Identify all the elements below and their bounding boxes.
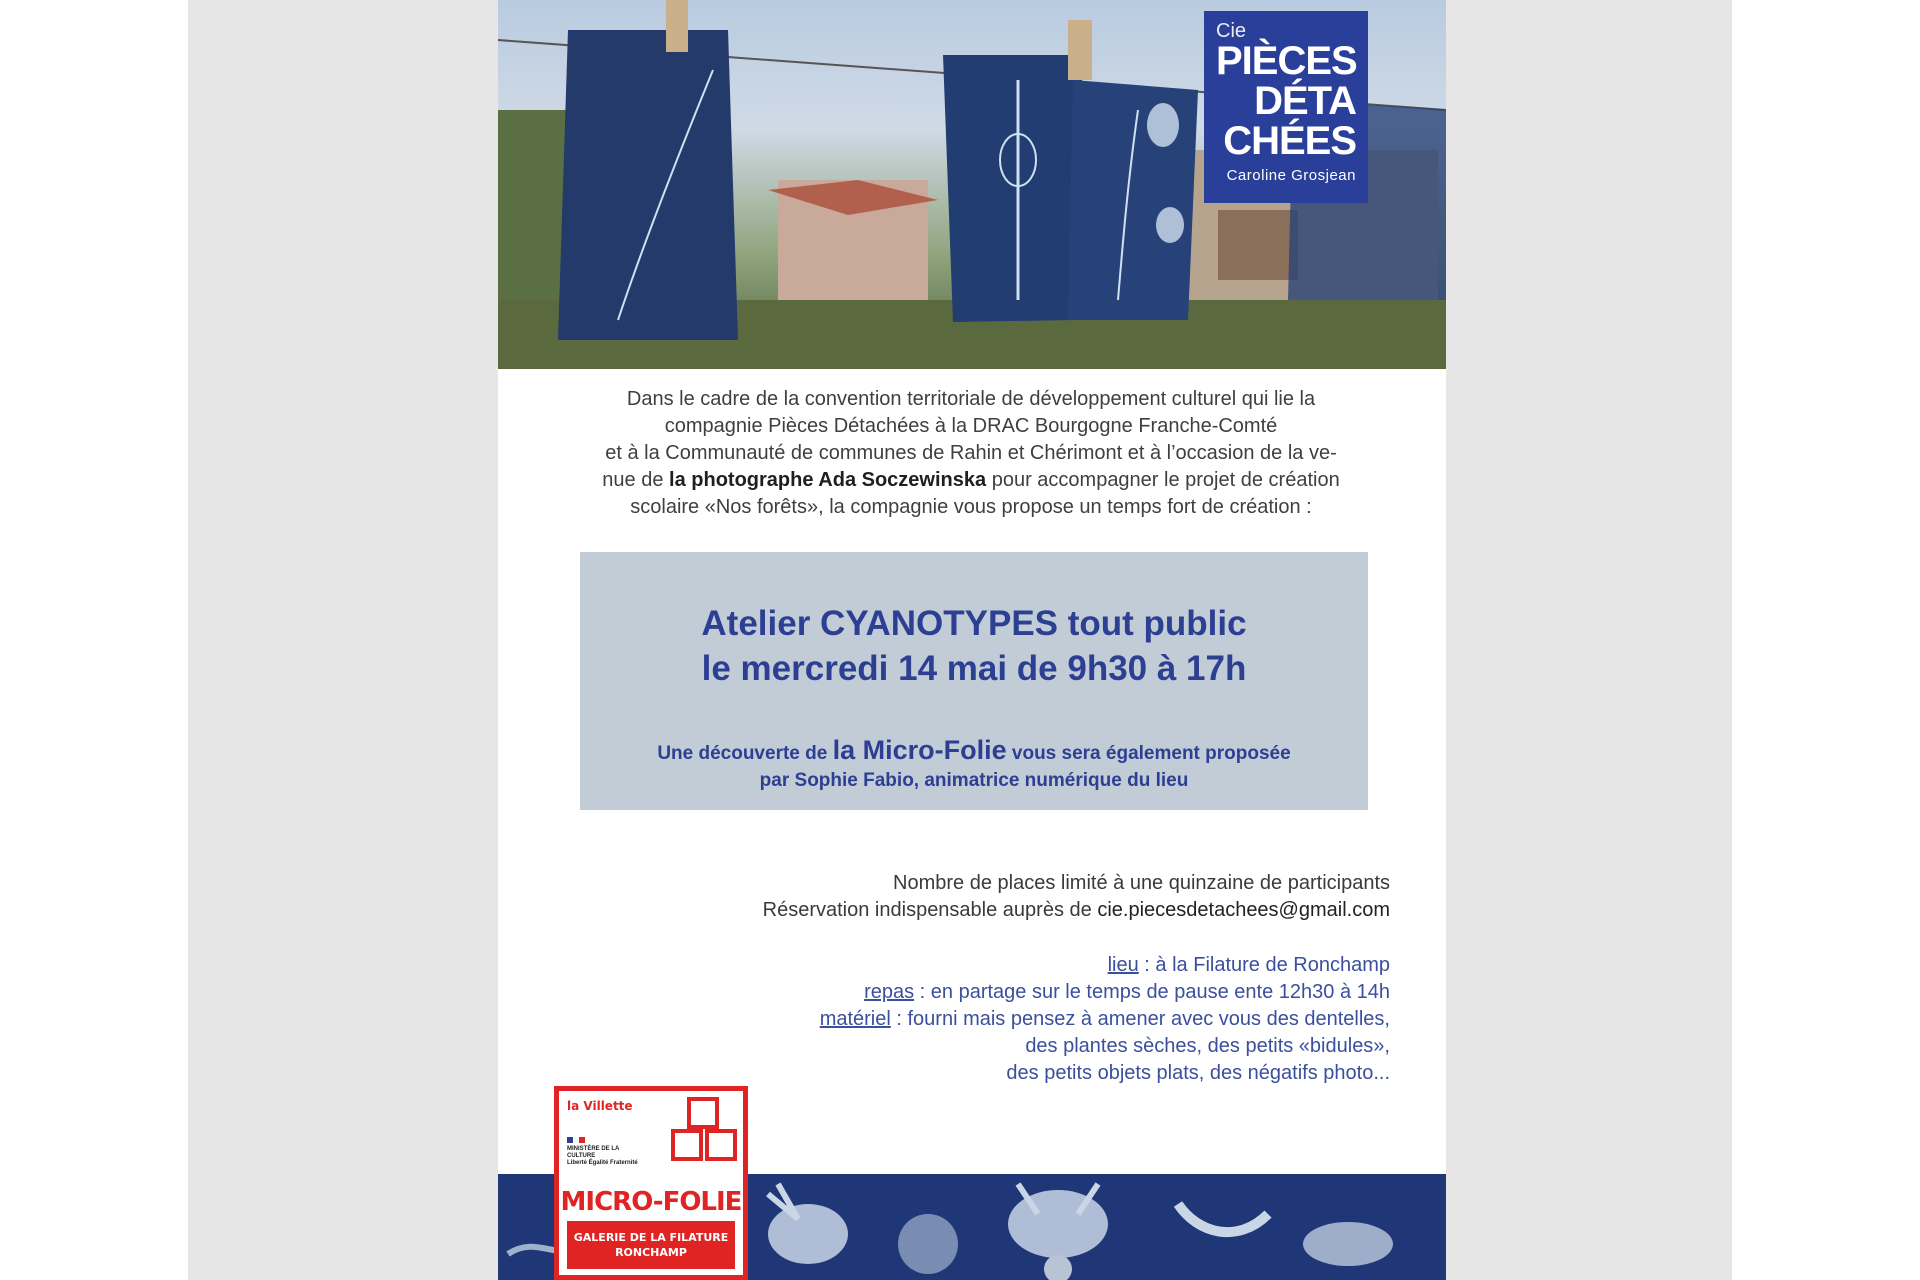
la-villette-logo: la Villette xyxy=(567,1099,633,1113)
reservation-text: Réservation indispensable auprès de xyxy=(762,899,1098,921)
logo-line-2: DÉTA xyxy=(1254,79,1356,123)
french-flag-icon xyxy=(567,1137,585,1143)
event-title xyxy=(580,601,1368,691)
reservation-info xyxy=(538,870,1390,924)
places-text: Nombre de places limité à une quinzaine de participants xyxy=(893,872,1390,894)
intro-line: Dans le cadre de la convention territoriale de développement culturel qui lie la xyxy=(626,388,1316,410)
event-subtitle-line xyxy=(580,737,1368,767)
practical-info xyxy=(538,952,1390,1087)
materiel-label: matériel xyxy=(819,1008,891,1030)
logo-cie: Cie xyxy=(1216,20,1247,42)
gallery-line-1: GALERIE DE LA FILATURE xyxy=(573,1231,729,1244)
event-subtitle xyxy=(580,737,1368,794)
event-subtitle-line: par Sophie Fabio, animatrice numérique du lieu xyxy=(759,770,1189,791)
materiel-text: : fourni mais pensez à amener avec vous des dentelles, xyxy=(890,1008,1390,1030)
flyer-page xyxy=(498,0,1446,1280)
reservation-line xyxy=(538,897,1390,924)
hero-photo xyxy=(498,0,1446,369)
event-title-line: Atelier CYANOTYPES tout public xyxy=(701,604,1247,643)
intro-line: compagnie Pièces Détachées à la DRAC Bourgogne Franche-Comté xyxy=(664,415,1278,437)
contact-email[interactable]: cie.piecesdetachees@gmail.com xyxy=(1097,899,1390,921)
intro-line: scolaire «Nos forêts», la compagnie vous propose un temps fort de création : xyxy=(630,496,1312,518)
logo-author: Caroline Grosjean xyxy=(1226,167,1356,184)
gallery-name xyxy=(567,1221,735,1269)
event-date-line: le mercredi 14 mai de 9h30 à 17h xyxy=(701,649,1247,688)
photographer-name: la photographe Ada Soczewinska xyxy=(669,469,987,491)
intro-text: nue de xyxy=(602,469,670,491)
repas-text: : en partage sur le temps de pause ente 12h30 à 14h xyxy=(914,981,1390,1003)
intro-text: pour accompagner le projet de création xyxy=(986,469,1340,491)
logo-line-3: CHÉES xyxy=(1223,119,1356,163)
gallery-line-2: RONCHAMP xyxy=(615,1246,687,1259)
micro-folie-name: la Micro-Folie xyxy=(832,735,1007,765)
lieu-label: lieu xyxy=(1107,954,1139,976)
event-highlight-box xyxy=(580,552,1368,810)
intro-line xyxy=(538,467,1404,494)
repas-line xyxy=(538,979,1390,1006)
subtitle-text: vous sera également proposée xyxy=(1006,743,1291,764)
micro-folie-title: MICRO-FOLIE xyxy=(560,1187,742,1217)
lieu-line xyxy=(538,952,1390,979)
ministry-name: MINISTÈRE DE LA CULTURE xyxy=(567,1146,620,1159)
cubes-icon xyxy=(667,1095,743,1175)
materiel-line xyxy=(538,1006,1390,1033)
repas-label: repas xyxy=(864,981,915,1003)
lieu-text: : à la Filature de Ronchamp xyxy=(1138,954,1390,976)
materiel-line-3: des petits objets plats, des négatifs photo... xyxy=(1006,1062,1390,1084)
intro-paragraph xyxy=(538,386,1404,521)
logo-line-1: PIÈCES xyxy=(1216,39,1357,83)
intro-line: et à la Communauté de communes de Rahin et Chérimont et à l’occasion de la ve- xyxy=(605,442,1337,464)
micro-folie-logo xyxy=(554,1086,748,1280)
materiel-line-2: des plantes sèches, des petits «bidules», xyxy=(1025,1035,1390,1057)
subtitle-text: Une découverte de xyxy=(657,743,833,764)
republic-motto: Liberté Égalité Fraternité xyxy=(567,1160,638,1166)
pieces-detachees-logo xyxy=(1204,11,1368,203)
ministry-culture xyxy=(567,1146,647,1167)
